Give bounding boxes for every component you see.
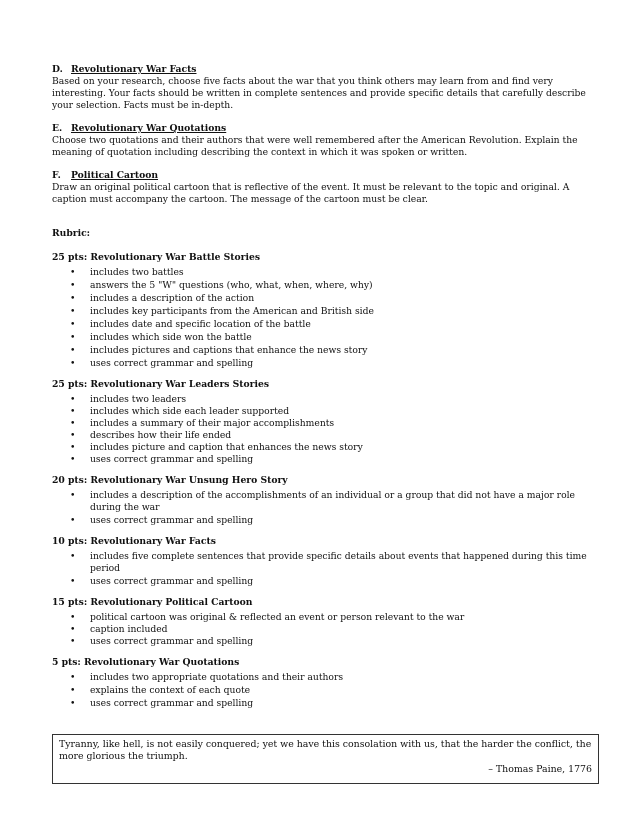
bullet-icon: • [70, 418, 76, 429]
list-item-text: includes a description of the accomplishments of an individual or a group that did not have a major role during the war [90, 490, 575, 513]
list-item [52, 394, 592, 406]
document-content [52, 64, 592, 719]
list-item [52, 624, 592, 636]
rubric-category-quotations [52, 657, 592, 710]
section-f [52, 170, 592, 206]
rubric-category-leaders-stories [52, 379, 592, 466]
list-item [52, 418, 592, 430]
section-letter: D. [52, 64, 63, 75]
list-item-text: includes two appropriate quotations and their authors [90, 672, 344, 683]
list-item-text: includes key participants from the American and British side [90, 306, 374, 317]
rubric-list [52, 394, 592, 466]
list-item-text: includes which side won the battle [90, 332, 252, 343]
bullet-icon: • [70, 430, 76, 441]
rubric-list [52, 267, 592, 370]
list-item [52, 454, 592, 466]
rubric-list [52, 551, 592, 588]
bullet-icon: • [70, 685, 76, 696]
rubric-list [52, 612, 592, 648]
section-heading [52, 123, 592, 135]
bullet-icon: • [70, 442, 76, 453]
bullet-icon: • [70, 624, 76, 635]
list-item-text: uses correct grammar and spelling [90, 454, 254, 465]
section-heading [52, 64, 592, 76]
rubric-heading: Rubric: [52, 228, 91, 239]
section-title: Revolutionary War Facts [71, 64, 197, 75]
bullet-icon: • [70, 345, 76, 356]
list-item [52, 332, 592, 344]
rubric-category-heading: 25 pts: Revolutionary War Leaders Stories [52, 379, 270, 390]
bullet-icon: • [70, 267, 76, 278]
list-item [52, 267, 592, 279]
list-item-text: answers the 5 "W" questions (who, what, when, where, why) [90, 280, 373, 291]
quote-author: – Thomas Paine, 1776 [488, 764, 592, 775]
list-item-text: includes date and specific location of the battle [90, 319, 311, 330]
list-item-text: includes two battles [90, 267, 184, 278]
list-item-text: uses correct grammar and spelling [90, 636, 254, 647]
rubric-category-facts [52, 536, 592, 588]
list-item-text: uses correct grammar and spelling [90, 698, 254, 709]
bullet-icon: • [70, 576, 76, 587]
bullet-icon: • [70, 358, 76, 369]
list-item-text: uses correct grammar and spelling [90, 515, 254, 526]
list-item-text: includes five complete sentences that provide specific details about events that happened during this time period [90, 551, 587, 574]
rubric-category-battle-stories [52, 252, 592, 370]
bullet-icon: • [70, 280, 76, 291]
bullet-icon: • [70, 672, 76, 683]
list-item-text: uses correct grammar and spelling [90, 358, 254, 369]
list-item [52, 430, 592, 442]
bullet-icon: • [70, 306, 76, 317]
rubric-category-unsung-hero [52, 475, 592, 527]
section-title: Revolutionary War Quotations [71, 123, 227, 134]
list-item [52, 358, 592, 370]
section-description: Draw an original political cartoon that is reflective of the event. It must be relevant to the topic and original. A caption must accompany the cartoon. The message of the cartoon must be clear. [52, 182, 570, 205]
list-item [52, 551, 592, 575]
list-item [52, 293, 592, 305]
list-item-text: uses correct grammar and spelling [90, 576, 254, 587]
section-d [52, 64, 592, 112]
list-item [52, 280, 592, 292]
section-heading [52, 170, 592, 182]
section-letter: E. [52, 123, 63, 134]
list-item-text: describes how their life ended [90, 430, 232, 441]
bullet-icon: • [70, 293, 76, 304]
bullet-icon: • [70, 515, 76, 526]
section-title: Political Cartoon [71, 170, 159, 181]
bullet-icon: • [70, 612, 76, 623]
list-item [52, 442, 592, 454]
rubric-category-heading: 20 pts: Revolutionary War Unsung Hero Story [52, 475, 288, 486]
bullet-icon: • [70, 332, 76, 343]
list-item-text: political cartoon was original & reflected an event or person relevant to the war [90, 612, 465, 623]
list-item [52, 672, 592, 684]
list-item [52, 515, 592, 527]
bullet-icon: • [70, 319, 76, 330]
list-item-text: includes two leaders [90, 394, 187, 405]
list-item [52, 345, 592, 357]
list-item [52, 319, 592, 331]
bullet-icon: • [70, 454, 76, 465]
list-item-text: includes a description of the action [90, 293, 255, 304]
rubric-list [52, 672, 592, 710]
bullet-icon: • [70, 490, 76, 501]
list-item [52, 698, 592, 710]
quote-box [52, 734, 599, 784]
list-item-text: includes picture and caption that enhances the news story [90, 442, 363, 453]
section-e [52, 123, 592, 159]
rubric-category-political-cartoon [52, 597, 592, 648]
rubric-category-heading: 10 pts: Revolutionary War Facts [52, 536, 216, 547]
list-item-text: includes pictures and captions that enhance the news story [90, 345, 368, 356]
bullet-icon: • [70, 636, 76, 647]
list-item [52, 685, 592, 697]
list-item [52, 636, 592, 648]
list-item [52, 490, 592, 514]
list-item-text: explains the context of each quote [90, 685, 251, 696]
section-description: Choose two quotations and their authors that were well remembered after the American Revolution. Explain the meaning of quotation including describing the context in which it was spoken or written. [52, 135, 578, 158]
rubric-category-heading: 25 pts: Revolutionary War Battle Stories [52, 252, 261, 263]
list-item [52, 612, 592, 624]
bullet-icon: • [70, 406, 76, 417]
bullet-icon: • [70, 698, 76, 709]
rubric-category-heading: 15 pts: Revolutionary Political Cartoon [52, 597, 253, 608]
list-item-text: includes a summary of their major accomplishments [90, 418, 335, 429]
rubric-list [52, 490, 592, 527]
quote-text: Tyranny, like hell, is not easily conquered; yet we have this consolation with us, that the harder the conflict, the more glorious the triumph. [59, 739, 592, 762]
list-item [52, 406, 592, 418]
list-item-text: includes which side each leader supported [90, 406, 290, 417]
section-letter: F. [52, 170, 61, 181]
list-item [52, 306, 592, 318]
bullet-icon: • [70, 394, 76, 405]
list-item [52, 576, 592, 588]
rubric-category-heading: 5 pts: Revolutionary War Quotations [52, 657, 240, 668]
list-item-text: caption included [90, 624, 168, 635]
section-description: Based on your research, choose five facts about the war that you think others may learn from and find very interesting. Your facts should be written in complete sentences and provide specific details that carefully describe your selection. Facts must be in-depth. [52, 76, 586, 111]
bullet-icon: • [70, 551, 76, 562]
